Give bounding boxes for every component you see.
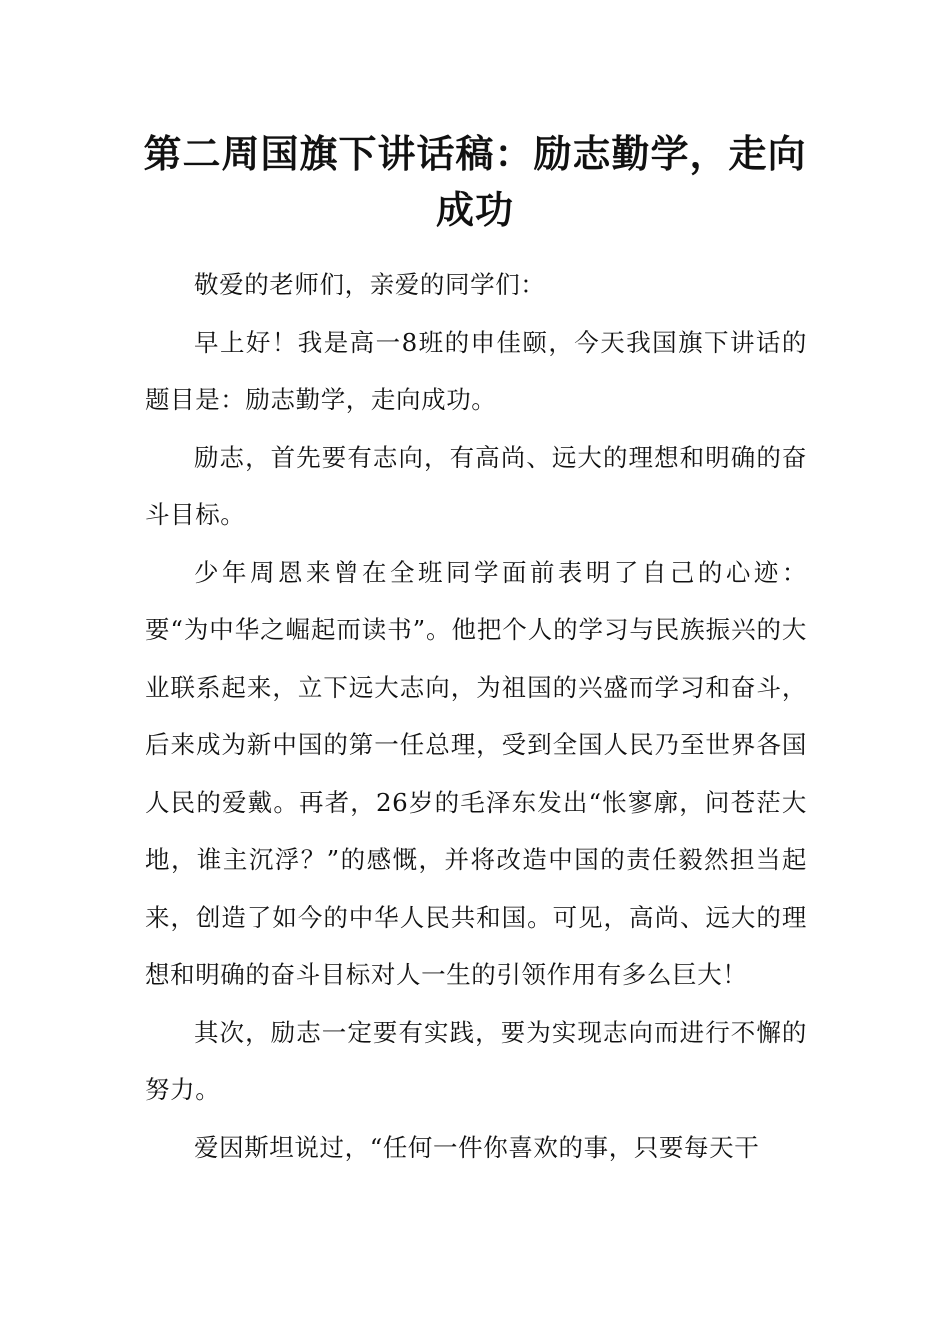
document-body: [145, 256, 807, 1176]
paragraph-introduction: 早上好！我是高一8班的申佳颐，今天我国旗下讲话的题目是：励志勤学，走向成功。: [145, 327, 807, 414]
document-title: 第二周国旗下讲话稿：励志勤学，走向成功: [143, 132, 807, 232]
paragraph-ambition: 励志，首先要有志向，有高尚、远大的理想和明确的奋斗目标。: [145, 442, 807, 529]
paragraph-practice: 其次，励志一定要有实践，要为实现志向而进行不懈的努力。: [145, 1017, 807, 1104]
paragraph-greeting: 敬爱的老师们，亲爱的同学们：: [194, 270, 546, 299]
paragraph-einstein-quote: 爱因斯坦说过，“任何一件你喜欢的事，只要每天干: [194, 1132, 760, 1162]
paragraph-examples: 少年周恩来曾在全班同学面前表明了自己的心迹：要“为中华之崛起而读书”。他把个人的学习与民族振兴的大业联系起来，立下远大志向，为祖国的兴盛而学习和奋斗，后来成为新中国的第一任总理，受到全国人民乃至世界各国人民的爱戴。再者，26岁的毛泽东发出“怅寥廓，问苍茫大地，谁主沉浮？”的感慨，并将改造中国的责任毅然担当起来，创造了如今的中华人民共和国。可见，高尚、远大的理想和明确的奋斗目标对人一生的引领作用有多么巨大！: [145, 557, 807, 989]
